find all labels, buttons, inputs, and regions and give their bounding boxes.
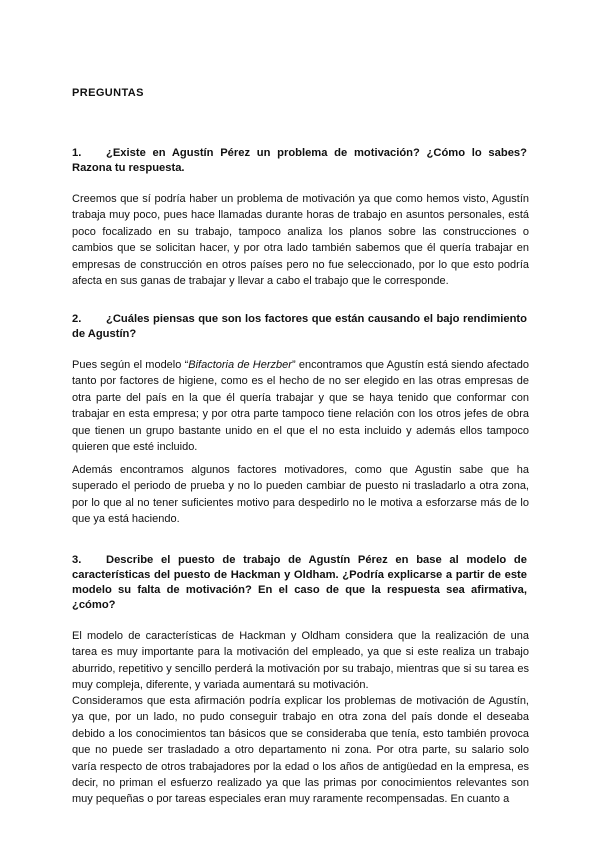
- question-3-number: 3.: [72, 554, 82, 566]
- answer-2-intro: Pues según el modelo “: [72, 359, 189, 371]
- answer-2-paragraph-2: Además encontramos algunos factores motivadores, como que Agustin sabe que ha superado el periodo de prueba y no lo pueden cambiar de puesto ni trasladarlo a otra zona, por lo que al no tener suficientes motivo para despedirlo no le motiva a esforzarse más de lo que ya está haciendo.: [72, 464, 529, 526]
- answer-2-body: ” encontramos que Agustín está siendo afectado tanto por factores de higiene, como es el hecho de no ser elegido en las otras empresas de otra parte del país en la que él quería trabajar y que se haya tenido que conformar con trabajar en esta empresa; y por otra parte tampoco tiene relación con los otros jefes de obra que tienen un grupo bastante unido en el que el no esta incluido y además ellos tampoco quieren que esté incluido.: [72, 359, 530, 454]
- question-1: [72, 146, 527, 176]
- answer-2-paragraph-1: [72, 357, 529, 455]
- question-2: [72, 312, 527, 342]
- question-3: [72, 553, 527, 613]
- model-name: Bifactoria de Herzber: [188, 359, 292, 371]
- page-title: PREGUNTAS: [72, 87, 144, 99]
- answer-3-paragraph-1: El modelo de características de Hackman y Oldham considera que la realización de una tarea es muy importante para la motivación del empleado, ya que si este realiza un trabajo aburrido, repetitivo y sencillo perderá la motivación por su trabajo, mientras que si su tarea es muy compleja, diferente, y variada aumentará su motivación.: [72, 630, 529, 692]
- question-1-text: ¿Existe en Agustín Pérez un problema de motivación? ¿Cómo lo sabes? Razona tu respuesta.: [72, 147, 527, 174]
- question-1-number: 1.: [72, 147, 82, 159]
- answer-1: Creemos que sí podría haber un problema de motivación ya que como hemos visto, Agustín trabaja muy poco, pues hace llamadas durante horas de trabajo en asuntos personales, está poco focalizado en su trabajo, tampoco analiza los planos sobre las construcciones o cambios que se solicitan hacer, y por otra lado también sabemos que él quería trabajar en empresas de construcción en otros países pero no fue seleccionado, por lo que esto podría afecta en sus ganas de trabajar y llevar a cabo el trabajo que le corresponde.: [72, 193, 529, 288]
- question-2-number: 2.: [72, 313, 82, 325]
- answer-3-paragraph-2: Consideramos que esta afirmación podría explicar los problemas de motivación de Agustín, ya que, por un lado, no pudo conseguir trabajo en otra zona del país donde el deseaba debido a los conocimientos tan básicos que se consideraba que tenía, esto también provoca que no puede ser trasladado a otro departamento ni zona. Por otra parte, su salario solo varía respecto de otros trabajadores por la edad o los años de antigüedad en la empresa, es decir, no priman el esfuerzo realizado ya que las primas por conocimientos relevantes son muy pequeñas o por tareas especiales eran muy raramente recompensadas. En cuanto a: [72, 695, 529, 806]
- question-3-text: Describe el puesto de trabajo de Agustín Pérez en base al modelo de características del puesto de Hackman y Oldham. ¿Podría explicarse a partir de este modelo su falta de motivación? En el caso de que la respuesta sea afirmativa, ¿cómo?: [72, 554, 527, 611]
- question-2-text: ¿Cuáles piensas que son los factores que están causando el bajo rendimiento de Agustín?: [72, 313, 527, 340]
